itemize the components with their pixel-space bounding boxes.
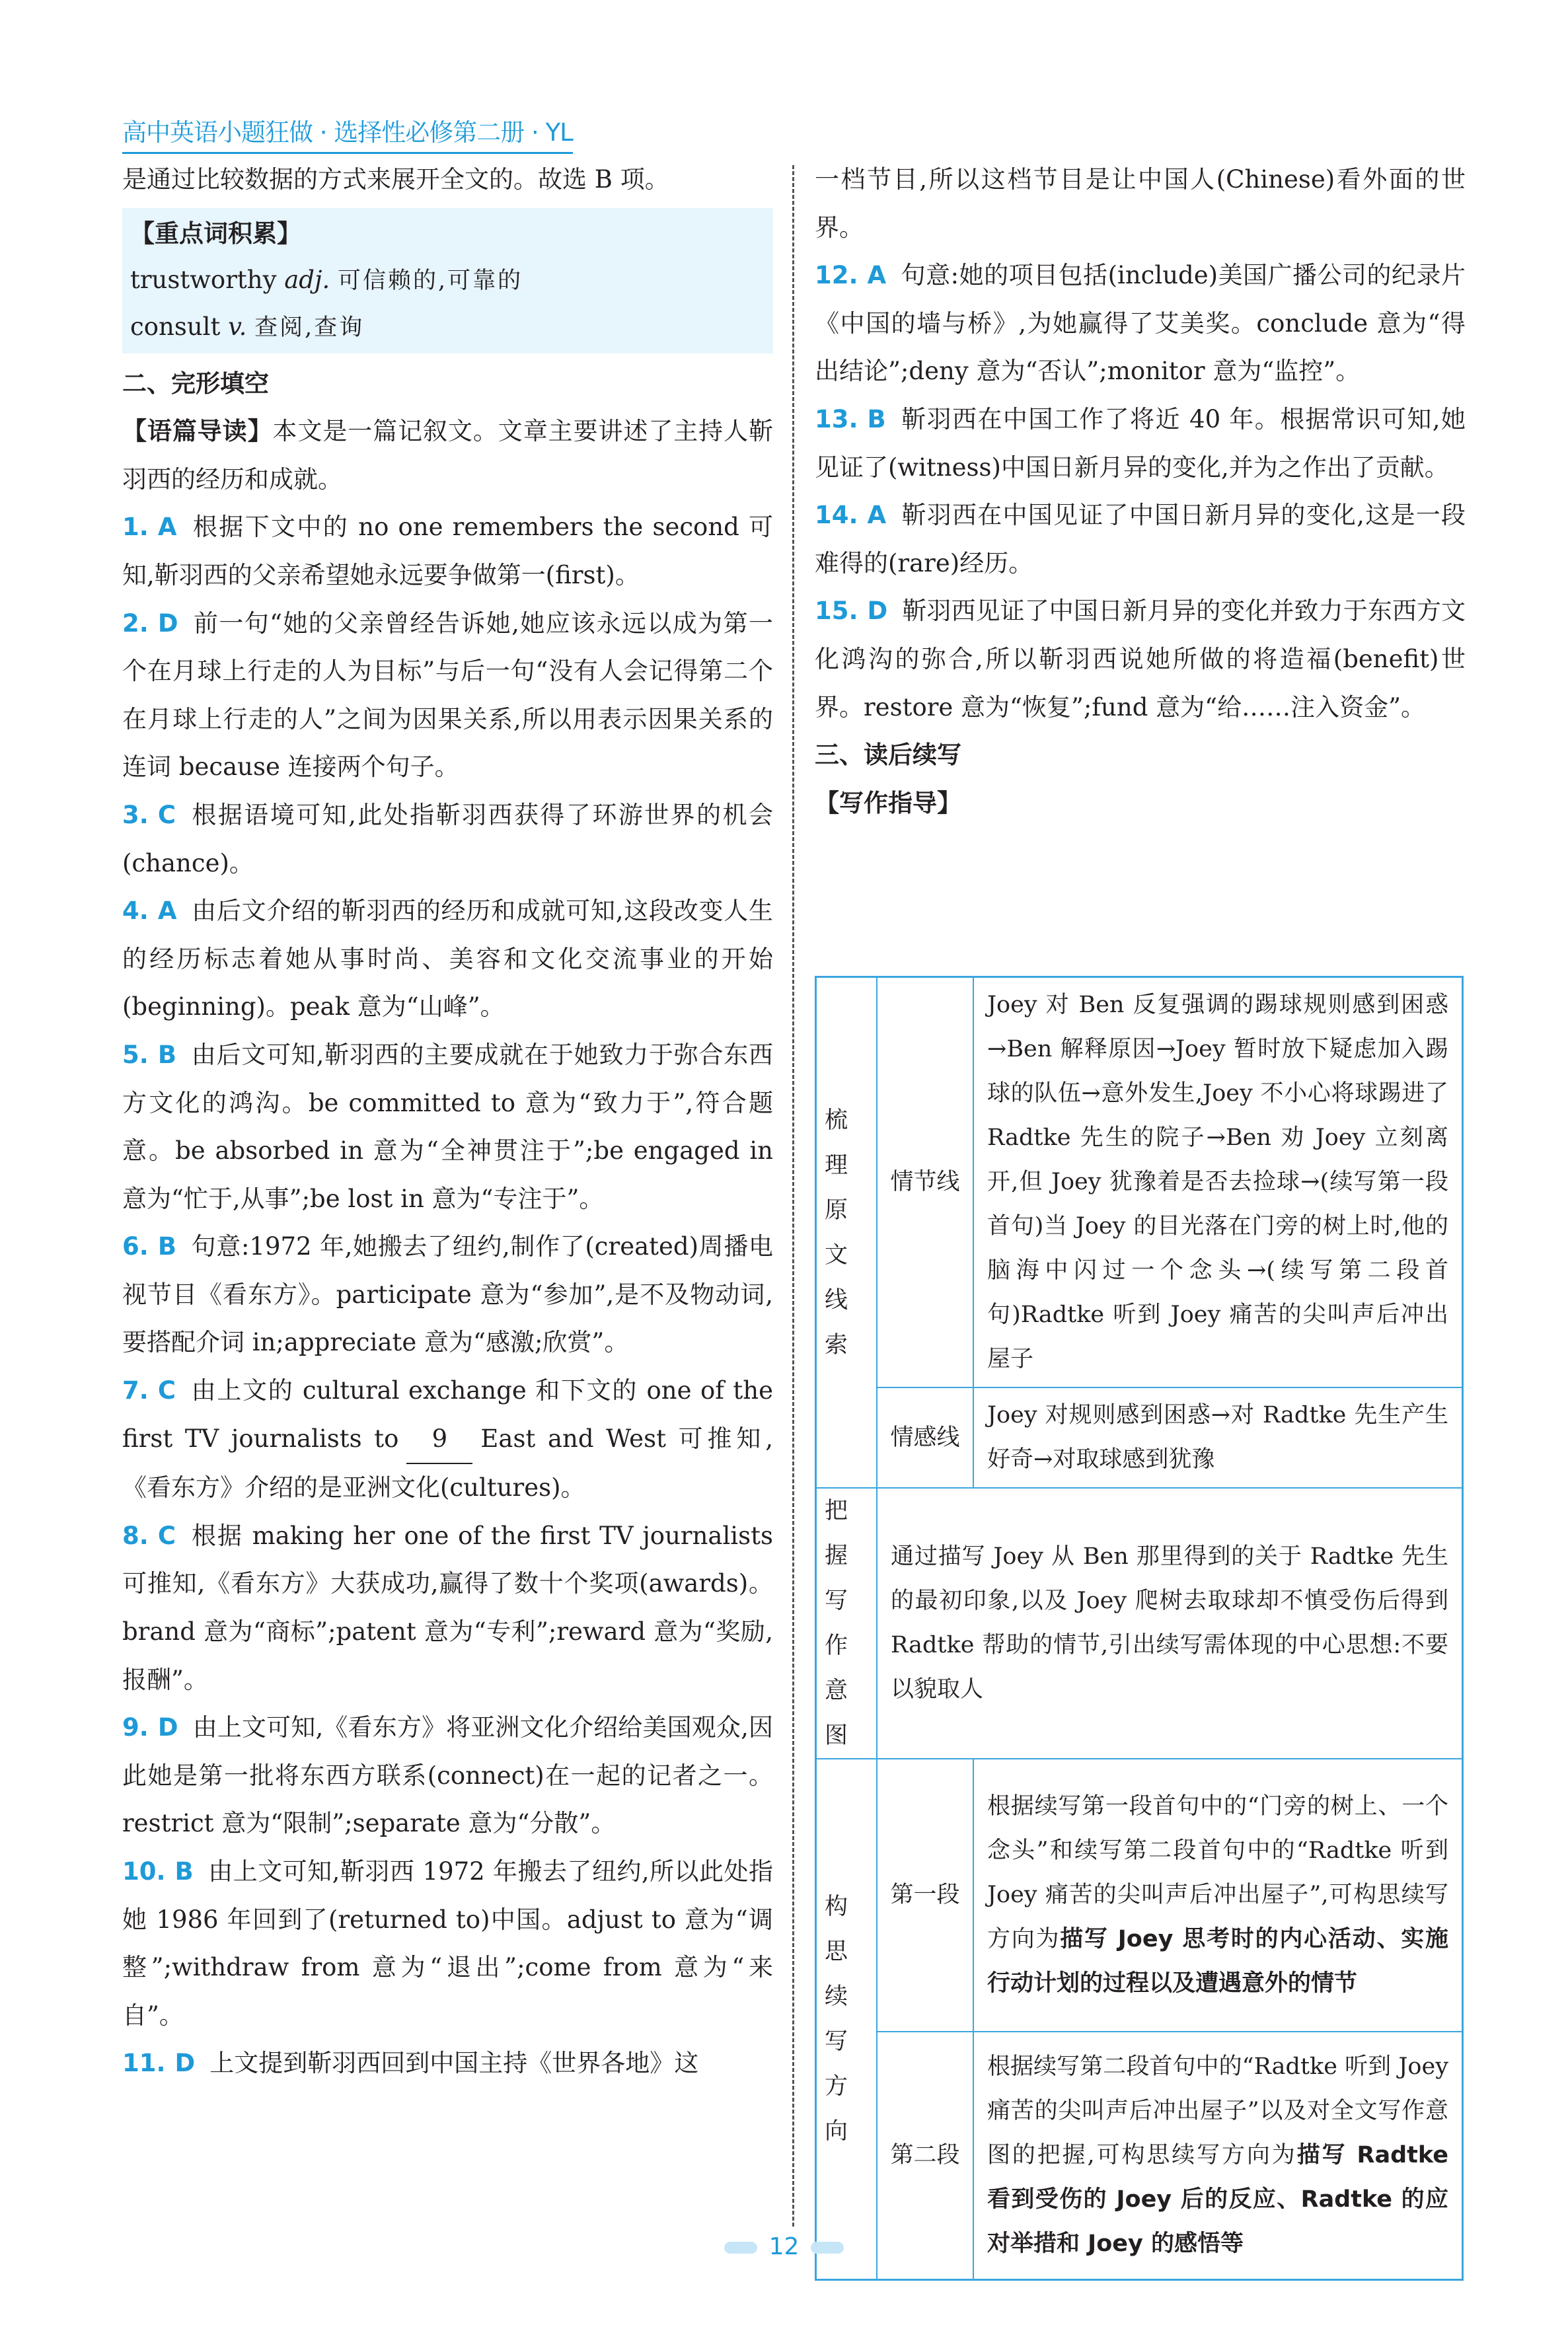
answer-number: 14. A <box>815 501 887 530</box>
answer-explanation: 根据下文中的 no one remembers the second 可知,靳羽西的父亲希望她永远要争做第一(first)。 <box>122 513 773 589</box>
answer-letter: A <box>867 501 887 530</box>
answer-number: 10. B <box>122 1857 194 1886</box>
row-label: 情感线 <box>877 1387 973 1488</box>
vocab-pos: adj. <box>284 265 330 294</box>
answer-number: 3. C <box>122 800 176 829</box>
answer-explanation: 根据 making her one of the first TV journalists 可推知,《看东方》大获成功,赢得了数十个奖项(awards)。brand 意为“商标”;patent 意为“专利”;reward 意为“奖励,报酬”。 <box>122 1521 773 1694</box>
answer-letter: B <box>867 404 886 433</box>
answer-explanation: 上文提到靳羽西回到中国主持《世界各地》这 <box>209 2049 699 2078</box>
left-column <box>122 156 773 2088</box>
section-heading: 二、完形填空 <box>122 369 269 398</box>
emotion-text: Joey 对规则感到困惑→对 Radtke 先生产生好奇→对取球感到犹豫 <box>973 1387 1463 1488</box>
answer-item <box>815 396 1466 492</box>
answer-list <box>122 503 773 2088</box>
answer-number: 15. D <box>815 597 888 626</box>
answer-number: 6. B <box>122 1232 177 1261</box>
answer-number: 5. B <box>122 1040 177 1069</box>
answer-letter: C <box>157 800 176 829</box>
intro-text: 是通过比较数据的方式来展开全文的。故选 B 项。 <box>122 165 669 194</box>
answer-explanation: 句意:1972 年,她搬去了纽约,制作了(created)周播电视节目《看东方》。participate 意为“参加”,是不及物动词,要搭配介词 in;appreciate 意为“感激;欣赏”。 <box>122 1232 773 1357</box>
para2-bold: 描写 Radtke 看到受伤的 Joey 后的反应、Radtke 的应对举措和 Joey 的感悟等 <box>987 2141 1448 2257</box>
vocab-pos: v. <box>228 312 247 341</box>
answer-letter: B <box>157 1232 177 1261</box>
plot-text: Joey 对 Ben 反复强调的踢球规则感到困惑→Ben 解释原因→Joey 暂时放下疑虑加入踢球的队伍→意外发生,Joey 不小心将球踢进了 Radtke 先生的院子→Ben 劝 Joey 立刻离开,但 Joey 犹豫着是否去捡球→(续写第一段首句)当 Joey 的目光落在门旁的树上时,他的脑海中闪过一个念头→(续写第二段首句)Radtke 听到 Joey 痛苦的尖叫声后冲出屋子 <box>973 977 1463 1388</box>
decor-pill <box>724 2242 757 2254</box>
right-column <box>815 156 1466 827</box>
vocab-word: trustworthy <box>130 265 277 294</box>
answer-explanation: 前一句“她的父亲曾经告诉她,她应该永远以成为第一个在月球上行走的人为目标”与后一句“没有人会记得第二个在月球上行走的人”之间为因果关系,所以用表示因果关系的连词 because 连接两个句子。 <box>122 609 773 782</box>
answer-letter: B <box>174 1857 194 1886</box>
vocab-box <box>122 208 773 353</box>
answer-letter: B <box>157 1040 177 1069</box>
vocab-item <box>130 257 765 304</box>
answer-item <box>122 1367 773 1512</box>
vocab-item <box>130 304 765 351</box>
row-label: 第二段 <box>877 2032 973 2279</box>
answer-explanation: 由上文可知,靳羽西 1972 年搬去了纽约,所以此处指她 1986 年回到了(returned to)中国。adjust to 意为“调整”;withdraw from 意为“退出”;come from 意为“来自”。 <box>122 1857 773 2030</box>
vocab-title: 【重点词积累】 <box>130 219 301 248</box>
answer-explanation: 由上文可知,《看东方》将亚洲文化介绍给美国观众,因此她是第一批将东西方联系(connect)在一起的记者之一。restrict 意为“限制”;separate 意为“分散”。 <box>122 1713 773 1838</box>
answer-item <box>122 2040 773 2088</box>
answer-number: 7. C <box>122 1376 176 1405</box>
vocab-meaning: 可信赖的,可靠的 <box>338 267 523 294</box>
answer-list <box>815 252 1466 731</box>
column-divider <box>792 165 794 2227</box>
row-label: 情节线 <box>877 977 973 1388</box>
decor-pill <box>811 2242 844 2254</box>
answer-number: 11. D <box>122 2049 196 2078</box>
para1-bold: 描写 Joey 思考时的内心活动、实施行动计划的过程以及遭遇意外的情节 <box>987 1926 1448 1997</box>
answer-letter: A <box>157 897 177 926</box>
passage-guide <box>122 408 773 503</box>
answer-explanation: 句意:她的项目包括(include)美国广播公司的纪录片《中国的墙与桥》,为她赢得了艾美奖。conclude 意为“得出结论”;deny 意为“否认”;monitor 意为“监控”。 <box>815 261 1466 386</box>
answer-letter: A <box>157 513 177 542</box>
answer-item <box>122 503 773 599</box>
guide-label: 【语篇导读】 <box>122 417 273 446</box>
answer-number: 9. D <box>122 1713 178 1742</box>
answer-letter: D <box>157 609 178 638</box>
answer-explanation: 由上文的 cultural exchange 和下文的 one of the first TV journalists to <box>122 1376 773 1453</box>
answer-item <box>122 1223 773 1367</box>
group-label: 构思续写方向 <box>816 1759 877 2279</box>
intent-text: 通过描写 Joey 从 Ben 那里得到的关于 Radtke 先生的最初印象,以及 Joey 爬树去取球却不慎受伤后得到 Radtke 帮助的情节,引出续写需体现的中心思想:不要以貌取人 <box>877 1488 1463 1759</box>
blank-number: 9 <box>406 1415 472 1465</box>
answer-explanation: 靳羽西在中国工作了将近 40 年。根据常识可知,她见证了(witness)中国日新月异的变化,并为之作出了贡献。 <box>815 404 1466 482</box>
answer-item <box>815 252 1466 396</box>
answer-item <box>122 792 773 887</box>
answer-number: 8. C <box>122 1521 176 1550</box>
section-heading: 三、读后续写 <box>815 741 961 770</box>
answer-explanation: 靳羽西在中国见证了中国日新月异的变化,这是一段难得的(rare)经历。 <box>815 501 1466 577</box>
answer-item <box>122 600 773 792</box>
answer-number: 4. A <box>122 897 177 926</box>
answer-number: 13. B <box>815 404 886 433</box>
answer-item <box>815 587 1466 731</box>
writing-guide-label: 【写作指导】 <box>815 788 961 817</box>
continuation-text: 一档节目,所以这档节目是让中国人(Chinese)看外面的世界。 <box>815 165 1466 242</box>
answer-item <box>122 1512 773 1704</box>
page-number <box>0 2233 1568 2260</box>
answer-explanation: 由后文可知,靳羽西的主要成就在于她致力于弥合东西方文化的鸿沟。be committed to 意为“致力于”,符合题意。be absorbed in 意为“全神贯注于”;be engaged in 意为“忙于,从事”;be lost in 意为“专注于”。 <box>122 1040 773 1213</box>
running-header: 高中英语小题狂做 · 选择性必修第二册 · YL <box>122 112 573 154</box>
answer-explanation: 靳羽西见证了中国日新月异的变化并致力于东西方文化鸿沟的弥合,所以靳羽西说她所做的将造福(benefit)世界。restore 意为“恢复”;fund 意为“给……注入资金”。 <box>815 597 1466 721</box>
answer-item <box>122 887 773 1031</box>
answer-item <box>122 1704 773 1848</box>
answer-letter: C <box>157 1376 176 1405</box>
answer-letter: D <box>867 597 888 626</box>
answer-number: 1. A <box>122 513 177 542</box>
para1-direction <box>973 1759 1463 2032</box>
vocab-word: consult <box>130 312 221 341</box>
answer-letter: C <box>157 1521 176 1550</box>
row-label: 第一段 <box>877 1759 973 2032</box>
answer-item <box>815 492 1466 587</box>
answer-explanation: 根据语境可知,此处指靳羽西获得了环游世界的机会(chance)。 <box>122 800 773 877</box>
answer-explanation: 由后文介绍的靳羽西的经历和成就可知,这段改变人生的经历标志着她从事时尚、美容和文化交流事业的开始(beginning)。peak 意为“山峰”。 <box>122 897 773 1021</box>
answer-letter: D <box>174 2049 196 2078</box>
answer-item <box>122 1848 773 2040</box>
group-label: 把握写作意图 <box>816 1488 877 1759</box>
page-number-text: 12 <box>768 2233 800 2260</box>
answer-letter: A <box>867 261 887 290</box>
group-label: 梳理原文线索 <box>816 977 877 1489</box>
answer-item <box>122 1031 773 1223</box>
guide-text: 本文是一篇记叙文。文章主要讲述了主持人靳羽西的经历和成就。 <box>122 417 774 494</box>
answer-number: 2. D <box>122 609 178 638</box>
answer-number: 12. A <box>815 261 887 290</box>
answer-explanation: East and West 可推知,《看东方》介绍的是亚洲文化(cultures)。 <box>122 1424 773 1502</box>
para1-text: 根据续写第一段首句中的“门旁的树上、一个念头”和续写第二段首句中的“Radtke 听到 Joey 痛苦的尖叫声后冲出屋子”,可构思续写方向为 <box>987 1793 1448 1952</box>
vocab-meaning: 查阅,查询 <box>254 314 365 341</box>
para2-text: 根据续写第二段首句中的“Radtke 听到 Joey 痛苦的尖叫声后冲出屋子”以及对全文写作意图的把握,可构思续写方向为 <box>987 2053 1448 2168</box>
writing-guide-table <box>815 976 1464 2281</box>
answer-letter: D <box>157 1713 178 1742</box>
